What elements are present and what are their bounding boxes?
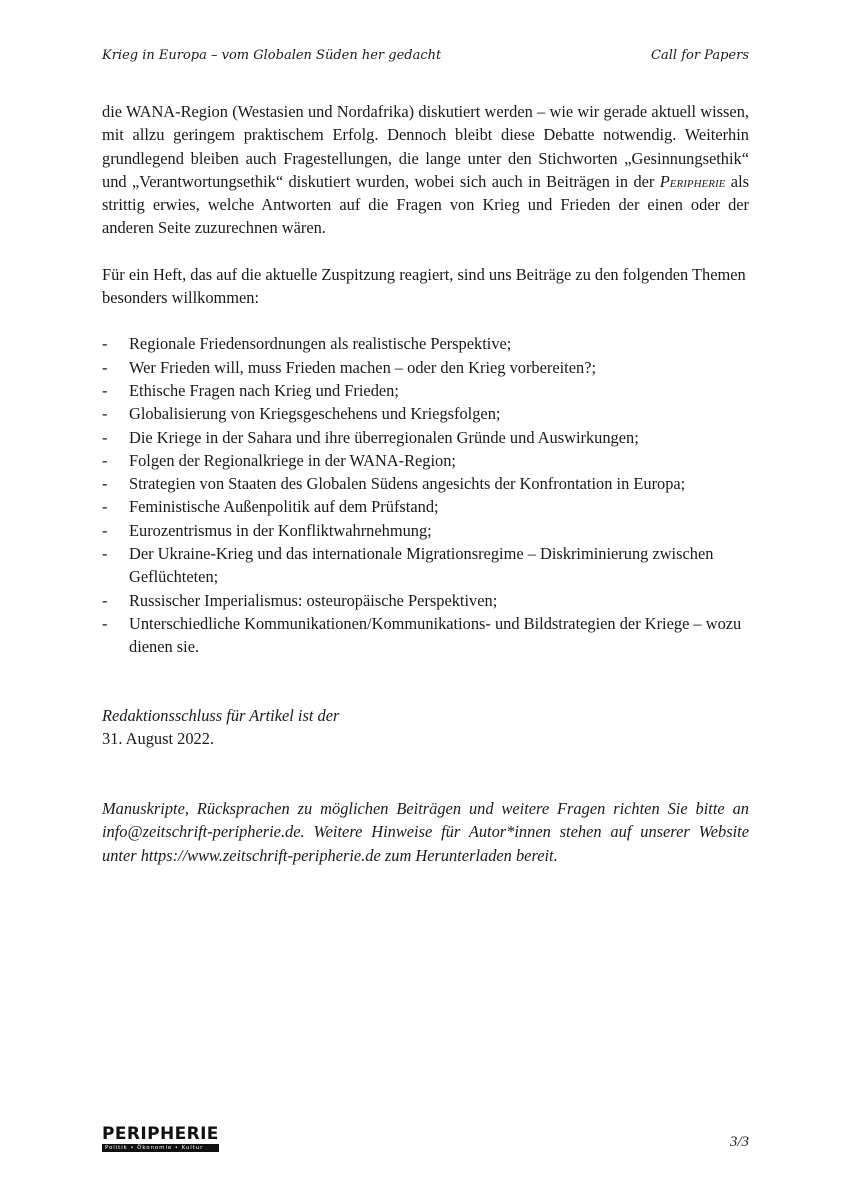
intro-text-part-2: als strittig erwies, welche Antworten auf die Fragen von Krieg und Frieden der einen oder der anderen Seite zuzurechnen wären. [102,171,749,238]
list-item-text: Unterschiedliche Kommunikationen/Kommunikations- und Bildstrategien der Kriege – wozu dienen sie. [129,613,742,657]
list-item-text: Strategien von Staaten des Globalen Südens angesichts der Konfrontation in Europa; [129,474,686,494]
list-item [102,379,749,402]
list-dash: - [102,357,108,377]
list-item [102,402,749,425]
intro-paragraph [102,100,749,240]
list-dash: - [102,520,108,540]
topics-intro-paragraph: Für ein Heft, das auf die aktuelle Zuspitzung reagiert, sind uns Beiträge zu den folgenden Themen besonders willkommen: [102,264,746,308]
list-item [102,519,749,542]
intro-text-part-1: die WANA-Region (Westasien und Nordafrika) diskutiert werden – wie wir gerade aktuell wissen, mit allzu geringem praktischem Erfolg. Dennoch bleibt diese Debatte notwendig. Weiterhin grundlegend bleiben auch Fragestellungen, die lange unter den Stichworten „Gesinnungsethik“ und „Verantwortungsethik“ diskutiert wurden, wobei sich auch in Beiträgen in der [102,102,749,191]
list-item [102,332,749,355]
header-title: Krieg in Europa – vom Globalen Süden her gedacht [102,48,442,63]
logo-tagline: Politik • Ökonomie • Kultur [102,1144,219,1152]
list-item [102,589,749,612]
topics-list [102,332,749,658]
list-dash: - [102,450,108,470]
list-item-text: Globalisierung von Kriegsgeschehens und Kriegsfolgen; [129,404,501,424]
list-item-text: Die Kriege in der Sahara und ihre überregionalen Gründe und Auswirkungen; [129,427,639,447]
list-item-text: Ethische Fragen nach Krieg und Frieden; [129,380,399,400]
list-item-text: Wer Frieden will, muss Frieden machen – oder den Krieg vorbereiten?; [129,357,597,377]
list-item-text: Eurozentrismus in der Konfliktwahrnehmung; [129,520,432,540]
list-item-text: Folgen der Regionalkriege in der WANA-Region; [129,450,456,470]
list-item [102,472,749,495]
list-dash: - [102,590,108,610]
header-section-label: Call for Papers [651,48,749,63]
logo-wordmark: PERIPHERIE [102,1124,219,1144]
list-dash: - [102,404,108,424]
list-item-text: Feministische Außenpolitik auf dem Prüfstand; [129,497,439,517]
deadline-label: Redaktionsschluss für Artikel ist der [102,705,340,725]
deadline-date: 31. August 2022. [102,728,215,748]
peripherie-logo [102,1126,219,1152]
list-item-text: Russischer Imperialismus: osteuropäische Perspektiven; [129,590,498,610]
list-dash: - [102,544,108,564]
list-item-text: Regionale Friedensordnungen als realistische Perspektive; [129,334,512,354]
list-item [102,495,749,518]
list-dash: - [102,497,108,517]
list-item [102,426,749,449]
journal-name: Peripherie [659,171,726,191]
deadline-block [102,704,749,751]
contact-paragraph: Manuskripte, Rücksprachen zu möglichen Beiträgen und weitere Fragen richten Sie bitte an info@zeitschrift-peripherie.de. Weitere Hinweise für Autor*innen stehen auf unserer Website unter https://www.zeitschrift-peripherie.de zum Herunterladen bereit. [102,799,749,865]
list-dash: - [102,334,108,354]
list-dash: - [102,427,108,447]
list-item [102,542,749,589]
list-item [102,449,749,472]
list-dash: - [102,380,108,400]
list-item-text: Der Ukraine-Krieg und das internationale Migrationsregime – Diskriminierung zwischen Geflüchteten; [129,544,714,587]
list-dash: - [102,474,108,494]
page-number: 3/3 [729,1134,749,1150]
list-item [102,356,749,379]
document-body [102,100,749,867]
list-item [102,612,749,659]
list-dash: - [102,613,108,633]
page-header [102,48,749,63]
